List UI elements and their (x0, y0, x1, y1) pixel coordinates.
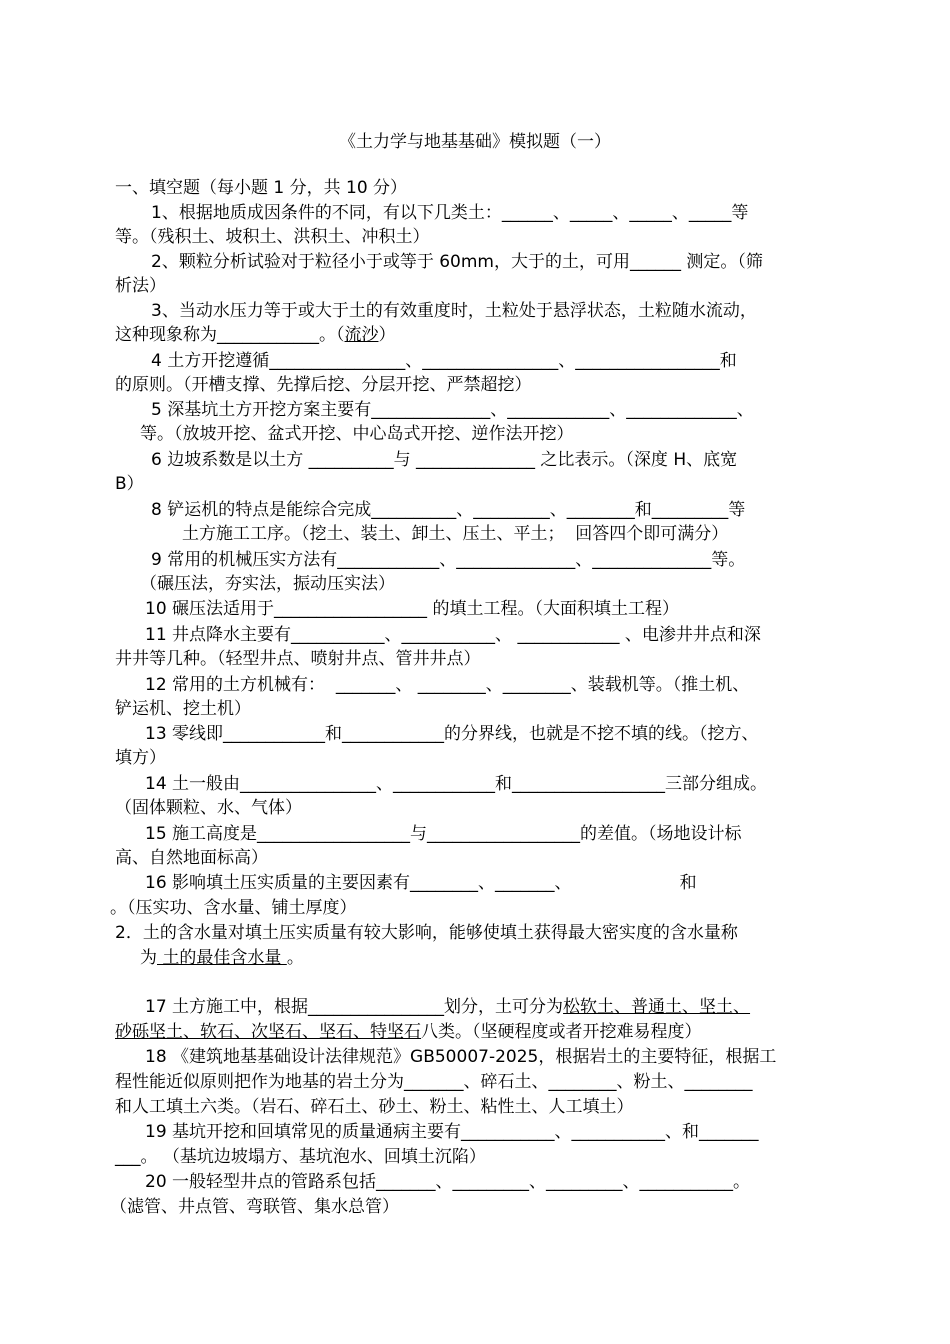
answer-text: 松软土、普通土、坚土、 (563, 997, 751, 1017)
question-line: 10 碾压法适用于__________________ 的填土工程。（大面积填土工程） (145, 599, 679, 619)
question-line: 等。（放坡开挖、盆式开挖、中心岛式开挖、逆作法开挖） (140, 424, 574, 444)
question-line: 9 常用的机械压实方法有____________、______________、______________等。 (151, 550, 746, 570)
question-line: ___。 （基坑边坡塌方、基坑泡水、回填土沉陷） (115, 1147, 486, 1167)
page-title: 《土力学与地基基础》模拟题（一） (339, 132, 611, 152)
question-line: 这种现象称为____________。（流沙） (115, 325, 396, 345)
answer-text: 土的最佳含水量 (157, 948, 287, 968)
question-line: 和人工填土六类。（岩石、碎石土、砂土、粉土、粘性土、人工填土） (115, 1097, 634, 1117)
question-line: 13 零线即____________和____________的分界线，也就是不挖不填的线。（挖方、 (145, 724, 759, 744)
question-line: 6 边坡系数是以土方 __________与 ______________ 之比表示。（深度 H、底宽 (151, 450, 738, 470)
question-line: 12 常用的土方机械有： _______、 ________、________、装载机等。（推土机、 (145, 675, 750, 695)
question-line: 砂砾坚土、软石、次坚石、坚石、特坚石八类。（坚硬程度或者开挖难易程度） (115, 1022, 702, 1042)
question-line: 17 土方施工中，根据________________划分，土可分为松软土、普通土、坚土、 (145, 997, 751, 1017)
question-line: （固体颗粒、水、气体） (115, 798, 302, 818)
question-line: 14 土一般由________________、____________和__________________三部分组成。 (145, 774, 768, 794)
question-line: 铲运机、挖土机） (115, 699, 251, 719)
question-line: 11 井点降水主要有___________、___________、 ____________ 、电渗井井点和深 (145, 625, 761, 645)
question-line: 20 一般轻型井点的管路系包括_______、_________、_________、___________。 (145, 1172, 751, 1192)
question-line: 井井等几种。（轻型井点、喷射井点、管井井点） (115, 649, 481, 669)
question-line: 16 影响填土压实质量的主要因素有________、_______、 和 (145, 873, 697, 893)
question-line: 19 基坑开挖和回填常见的质量通病主要有___________、___________、和_______ (145, 1122, 759, 1142)
question-line: 3、当动水压力等于或大于土的有效重度时，土粒处于悬浮状态，土粒随水流动， (151, 301, 757, 321)
question-line: 程性能近似原则把作为地基的岩土分为_______、碎石土、________、粉土、________ (115, 1072, 753, 1092)
section-heading: 一、填空题（每小题 1 分，共 10 分） (115, 178, 408, 198)
question-line: 填方） (115, 748, 166, 768)
question-line: （滤管、井点管、弯联管、集水总管） (110, 1197, 399, 1217)
question-line: 的原则。（开槽支撑、先撑后挖、分层开挖、严禁超挖） (115, 375, 532, 395)
question-line: 4 土方开挖遵循________________、________________、_________________和 (151, 351, 737, 371)
question-line: 1、根据地质成因条件的不同，有以下几类土：______、_____、_____、_____等 (151, 203, 749, 223)
question-line: 土方施工工序。（挖土、装土、卸土、压土、平土； 回答四个即可满分） (182, 524, 729, 544)
answer-text: 砂砾坚土、软石、次坚石、坚石、特坚石 (115, 1022, 421, 1042)
answer-text: 流沙 (344, 325, 379, 345)
question-line: 为 土的最佳含水量 。 (140, 948, 304, 968)
question-line: 等。（残积土、坡积土、洪积土、冲积土） (115, 227, 430, 247)
question-line: 15 施工高度是__________________与__________________的差值。（场地设计标 (145, 824, 742, 844)
question-line: 2．土的含水量对填土压实质量有较大影响，能够使填土获得最大密实度的含水量称 (115, 923, 738, 943)
question-line: （碾压法，夯实法，振动压实法） (140, 574, 395, 594)
question-line: 8 铲运机的特点是能综合完成__________、_________、________和_________等 (151, 500, 746, 520)
question-line: 5 深基坑土方开挖方案主要有______________、____________、_____________、 (151, 400, 754, 420)
question-line: 析法） (115, 276, 166, 296)
question-line: 18 《建筑地基基础设计法律规范》GB50007-2025，根据岩土的主要特征，根据工 (145, 1047, 777, 1067)
question-line: 。（压实功、含水量、铺土厚度） (110, 898, 357, 918)
question-line: 2、颗粒分析试验对于粒径小于或等于 60mm，大于的土，可用______ 测定。（筛 (151, 252, 763, 272)
question-line: B） (115, 474, 144, 494)
question-line: 高、自然地面标高） (115, 848, 268, 868)
